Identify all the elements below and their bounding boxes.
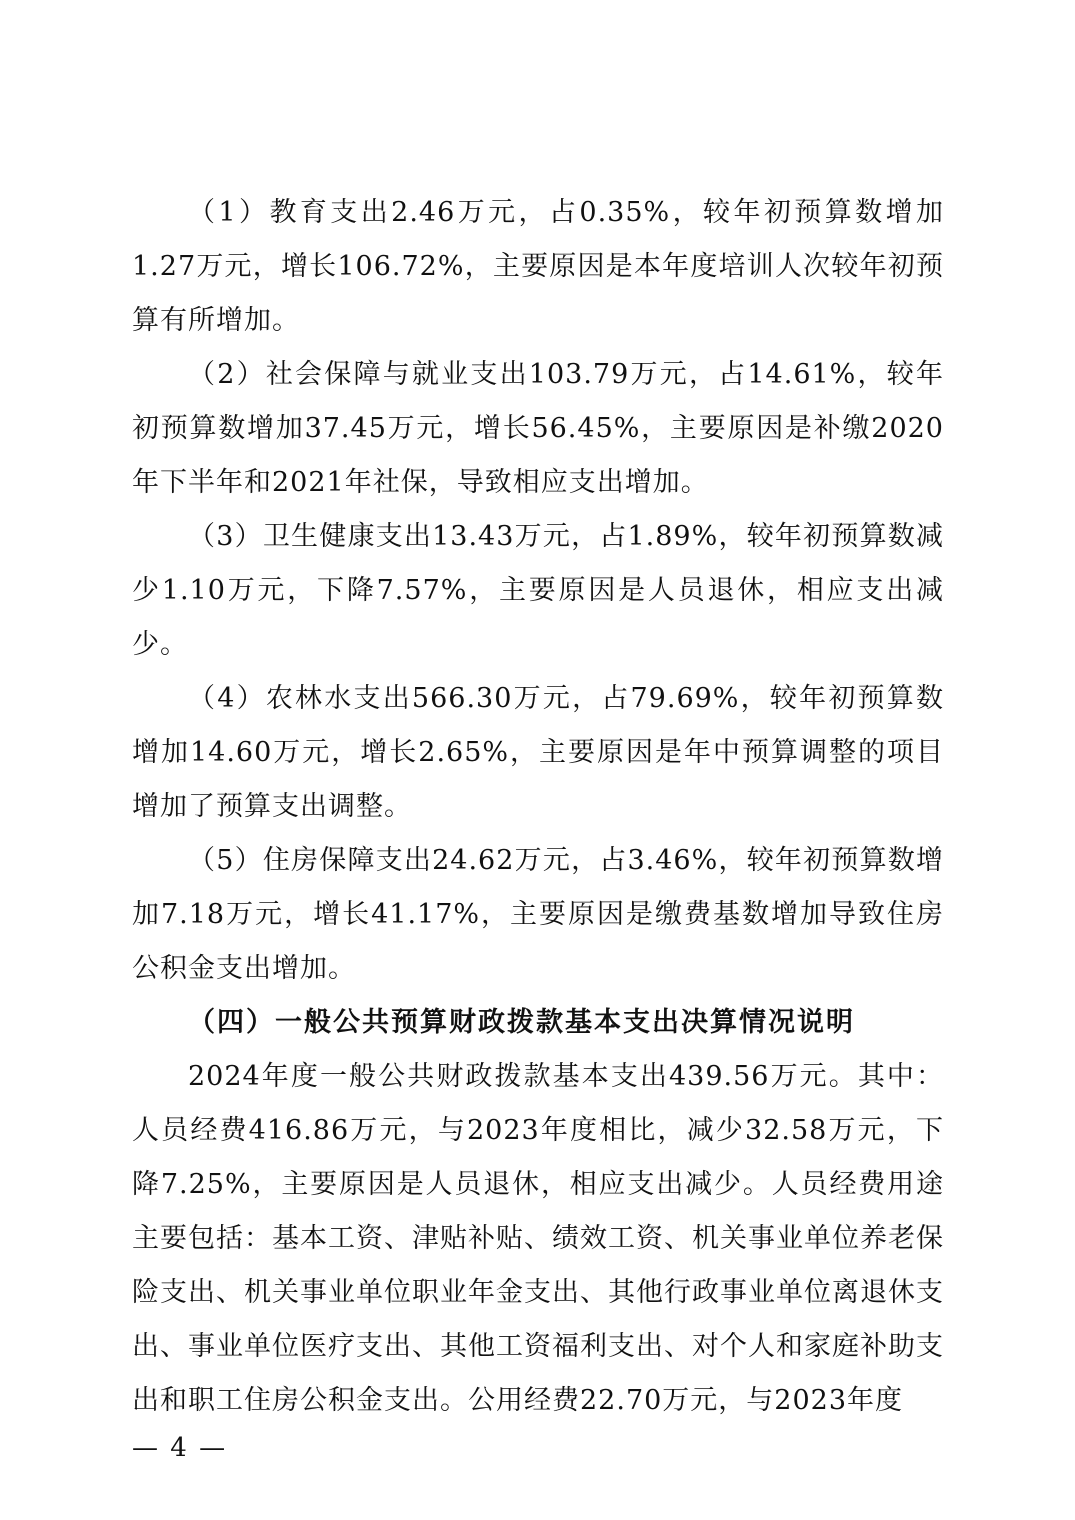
paragraph-social-security: （2）社会保障与就业支出103.79万元，占14.61%，较年初预算数增加37.45万元，增长56.45%，主要原因是补缴2020年下半年和2021年社保，导致相应支出增加。 [132, 359, 944, 498]
document-page [132, 186, 944, 1428]
section-heading: （四）一般公共预算财政拨款基本支出决算情况说明 [188, 1007, 855, 1038]
page-number: — 4 — [132, 1433, 228, 1463]
paragraph-health: （3）卫生健康支出13.43万元，占1.89%，较年初预算数减少1.10万元，下降7.57%，主要原因是人员退休，相应支出减少。 [132, 521, 944, 660]
paragraph-agriculture: （4）农林水支出566.30万元，占79.69%，较年初预算数增加14.60万元，增长2.65%，主要原因是年中预算调整的项目增加了预算支出调整。 [132, 683, 944, 822]
section-body: 2024年度一般公共财政拨款基本支出439.56万元。其中：人员经费416.86万元，与2023年度相比，减少32.58万元，下降7.25%，主要原因是人员退休，相应支出减少。人员经费用途主要包括：基本工资、津贴补贴、绩效工资、机关事业单位养老保险支出、机关事业单位职业年金支出、其他行政事业单位离退休支出、事业单位医疗支出、其他工资福利支出、对个人和家庭补助支出和职工住房公积金支出。公用经费22.70万元，与2023年度 [132, 1061, 944, 1416]
paragraph-housing: （5）住房保障支出24.62万元，占3.46%，较年初预算数增加7.18万元，增长41.17%，主要原因是缴费基数增加导致住房公积金支出增加。 [132, 845, 944, 984]
paragraph-education: （1）教育支出2.46万元，占0.35%，较年初预算数增加1.27万元，增长106.72%，主要原因是本年度培训人次较年初预算有所增加。 [132, 197, 944, 336]
